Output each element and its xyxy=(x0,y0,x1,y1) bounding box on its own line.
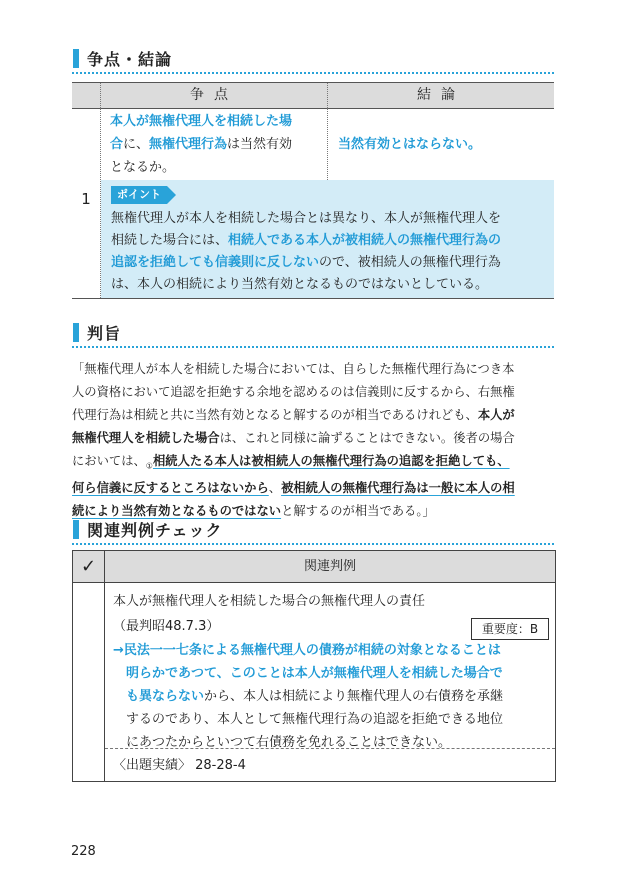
section-heading-related-cases xyxy=(73,517,223,541)
dotted-divider xyxy=(72,543,554,545)
conclusion-cell: 当然有効とはならない。 xyxy=(338,137,482,152)
page-number: 228 xyxy=(71,844,96,859)
issue-text: に、 xyxy=(123,137,150,152)
checkbox-cell[interactable] xyxy=(73,583,105,781)
header-conclusion: 結論 xyxy=(417,87,465,103)
issue-text: は当然有効 xyxy=(227,137,293,152)
related-cases-table xyxy=(72,550,556,782)
section-heading-holding xyxy=(73,320,121,344)
quote-text-bold-underlined: 何ら信義に反するところはないから xyxy=(72,481,269,496)
holding-quote xyxy=(72,358,556,523)
point-text-plain: 相続した場合には、 xyxy=(111,233,229,248)
heading-bar xyxy=(73,520,79,539)
point-text-blue: 相続人である本人が被相続人の無権代理行為の xyxy=(228,233,502,248)
header-related-cases: 関連判例 xyxy=(303,559,356,574)
issue-text-blue: 無権代理行為 xyxy=(149,137,228,152)
row-number-cell xyxy=(72,108,101,298)
tag-arrow-icon xyxy=(167,186,176,204)
heading-bar xyxy=(73,323,79,342)
case-text-blue: 明らかであつて、このことは本人が無権代理人を相続した場合で xyxy=(126,666,503,681)
quote-text-bold-underlined: 被相続人の無権代理行為は一般に本人の相 xyxy=(281,481,515,496)
check-icon[interactable]: ✓ xyxy=(73,551,105,582)
section-title: 判旨 xyxy=(87,323,122,343)
dotted-divider xyxy=(72,346,554,348)
table-row xyxy=(72,108,554,299)
arrow-icon: → xyxy=(113,643,124,658)
point-line: 無権代理人が本人を相続した場合とは異なり、本人が無権代理人を xyxy=(111,211,502,226)
quote-text: と解するのが相当である。」 xyxy=(281,504,435,519)
point-text xyxy=(111,208,551,296)
header-issue: 争点 xyxy=(190,87,238,103)
point-line xyxy=(111,252,551,274)
dashed-divider xyxy=(105,748,555,749)
quote-line xyxy=(72,404,556,427)
quote-text-bold-underlined: 相続人たる本人は被相続人の無権代理行為の追認を拒絶しても、 xyxy=(152,454,510,468)
quote-line xyxy=(72,450,556,477)
issues-table xyxy=(72,82,554,298)
issue-text-blue: 本人が無権代理人を相続した場 xyxy=(110,114,293,129)
point-label: ポイント xyxy=(111,186,167,204)
dotted-divider xyxy=(72,72,554,74)
case-body-line xyxy=(113,639,553,662)
case-citation: （最判昭48.7.3） xyxy=(113,619,220,634)
column-divider xyxy=(327,108,328,180)
point-line xyxy=(111,230,551,252)
issue-cell xyxy=(110,110,324,179)
quote-text-bold: 無権代理人を相続した場合 xyxy=(72,431,220,445)
case-body-line: にあつたからといつて右債務を免れることはできない。 xyxy=(126,735,452,750)
quote-text-bold: 本人が xyxy=(477,408,515,422)
section-heading-issues xyxy=(73,46,172,70)
point-line: は、本人の相続により当然有効となるものではないとしている。 xyxy=(111,277,489,292)
row-number: 1 xyxy=(81,190,91,208)
section-title: 争点・結論 xyxy=(87,49,173,69)
quote-text: 、 xyxy=(268,481,282,496)
quote-line xyxy=(72,477,556,500)
table-header-row xyxy=(72,82,554,109)
heading-bar xyxy=(73,49,79,68)
case-text: から、本人は相続により無権代理人の右債務を承継 xyxy=(204,689,504,704)
point-text-plain: ので、被相続人の無権代理行為 xyxy=(319,255,501,270)
quote-line: 「無権代理人が本人を相続した場合においては、自らした無権代理行為につき本 xyxy=(72,362,515,376)
issue-text-blue: 合 xyxy=(110,137,124,152)
table-header-row xyxy=(73,551,555,583)
quote-line: 人の資格において追認を拒絶する余地を認めるのは信義則に反するから、右無権 xyxy=(72,385,515,399)
quote-text: は、これと同様に論ずることはできない。後者の場合 xyxy=(219,431,515,445)
number-column-header xyxy=(72,83,101,108)
quote-text: 代理行為は相続と共に当然有効となると解するのが相当であるけれども、 xyxy=(72,408,478,422)
case-text-blue: も異ならない xyxy=(126,689,205,704)
exam-record: 〈出題実績〉 28-28-4 xyxy=(113,758,246,773)
quote-text: においては、 xyxy=(72,454,146,468)
quote-text-bold-underlined: 続により当然有効となるものではない xyxy=(72,504,282,519)
case-body-line xyxy=(113,685,553,708)
importance-badge: 重要度：B xyxy=(471,618,549,640)
case-body-line xyxy=(113,662,553,685)
section-title: 関連判例チェック xyxy=(87,520,223,540)
quote-line xyxy=(72,427,556,450)
case-title: 本人が無権代理人を相続した場合の無権代理人の責任 xyxy=(113,594,426,609)
case-body-line: するのであり、本人として無権代理行為の追認を拒絶できる地位 xyxy=(126,712,504,727)
point-tag xyxy=(111,186,176,204)
point-text-blue: 追認を拒絶しても信義則に反しない xyxy=(111,255,320,270)
issue-text: となるか。 xyxy=(110,160,176,175)
point-box xyxy=(101,180,554,298)
case-text-blue: 民法一一七条による無権代理人の債務が相続の対象となることは xyxy=(123,643,501,658)
case-body xyxy=(113,639,553,754)
footnote-marker: ① xyxy=(145,461,153,471)
